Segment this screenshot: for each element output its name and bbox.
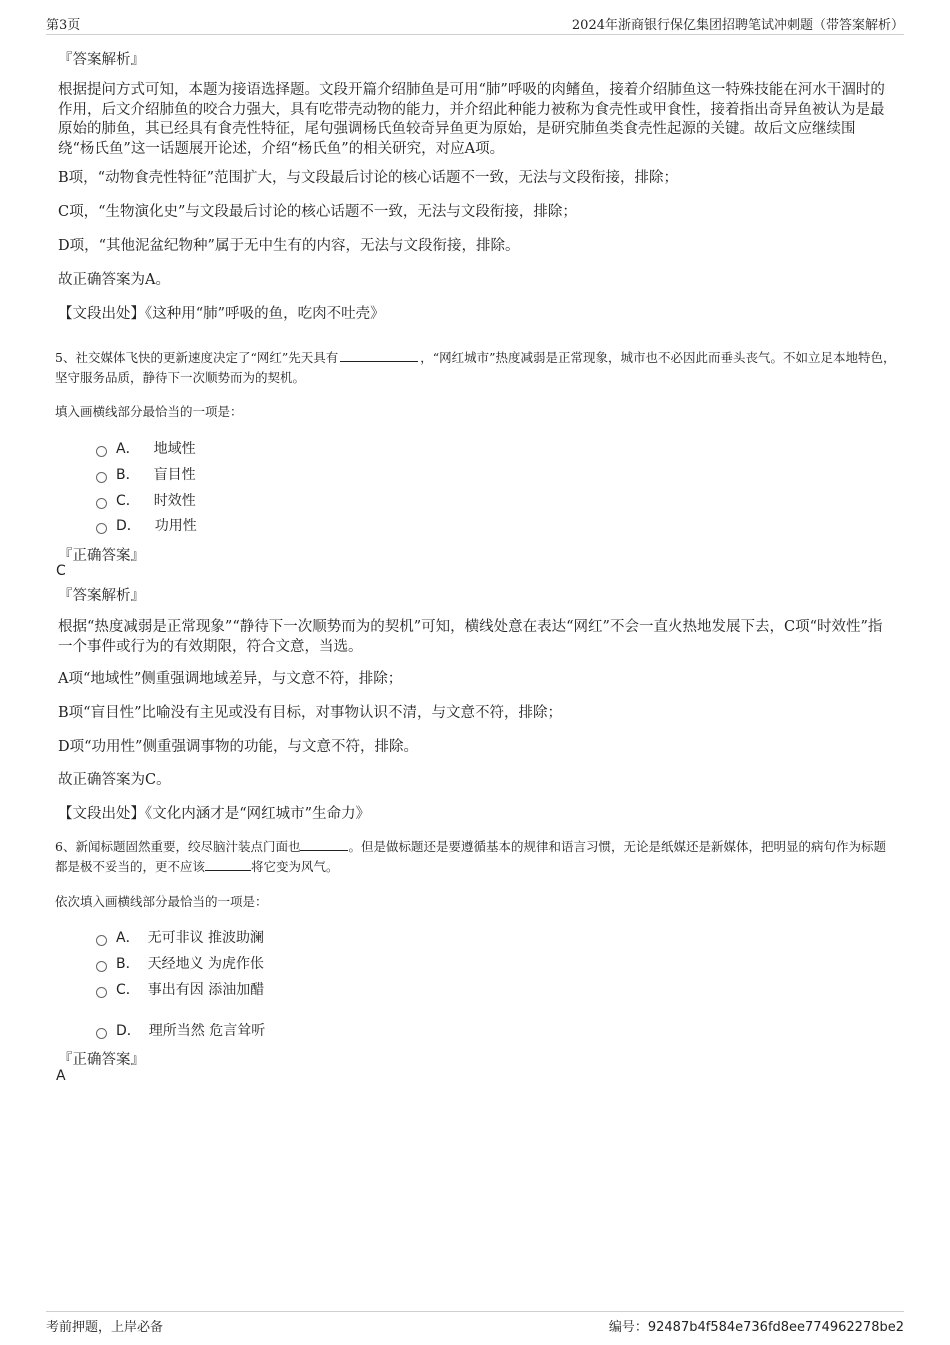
q5-analysis-text: 根据“热度减弱是正常现象”“静待下一次顺势而为的契机”可知，横线处意在表达“网红”不会一直火热地发展下去，C项“时效性”指一个事件或行为的有效期限，符合文意，当选。	[58, 619, 883, 655]
document-title: 2024年浙商银行保亿集团招聘笔试冲刺题（带答案解析）	[571, 18, 904, 33]
q6-option-a[interactable]: A． 无可非议 推波助澜	[96, 927, 264, 947]
q5-option-b-note: B项“盲目性”比喻没有主见或没有目标，对事物认识不清，与文意不符，排除；	[58, 705, 562, 721]
q5-option-b[interactable]: B． 盲目性	[96, 464, 196, 484]
radio-icon[interactable]	[96, 523, 107, 534]
q4-option-c-note: C项，“生物演化史”与文段最后讨论的核心话题不一致，无法与文段衔接，排除；	[58, 204, 577, 220]
q6-prompt: 依次填入画横线部分最恰当的一项是：	[55, 894, 268, 909]
q5-answer-blank	[340, 348, 418, 362]
q4-analysis-text: 根据提问方式可知，本题为接语选择题。文段开篇介绍肺鱼是可用“肺”呼吸的肉鳍鱼，接着介绍肺鱼这一特殊技能在河水干涸时的作用，后文介绍肺鱼的咬合力强大，具有吃带壳动物的能力，并介绍此种能力被称为食壳性或甲食性，接着指出奇异鱼被认为是最原始的肺鱼，其已经具有食壳性特征，尾句强调杨氏鱼较奇异鱼更为原始，是研究肺鱼类食壳性起源的关键。故后文应继续围绕“杨氏鱼”这一话题展开论述，介绍“杨氏鱼”的相关研究，对应A项。	[58, 82, 885, 157]
radio-icon[interactable]	[96, 498, 107, 509]
radio-icon[interactable]	[96, 935, 107, 946]
q4-option-d-note: D项，“其他泥盆纪物种”属于无中生有的内容，无法与文段衔接，排除。	[58, 238, 520, 254]
q5-option-d-note: D项“功用性”侧重强调事物的功能，与文意不符，排除。	[58, 739, 418, 755]
radio-icon[interactable]	[96, 472, 107, 483]
q5-option-c[interactable]: C． 时效性	[96, 490, 196, 510]
q6-correct-label: 『正确答案』	[58, 1052, 145, 1068]
q5-option-a-note: A项“地域性”侧重强调地域差异，与文意不符，排除；	[58, 671, 403, 687]
footer-slogan: 考前押题，上岸必备	[46, 1320, 164, 1335]
q6-option-b[interactable]: B． 天经地义 为虎作伥	[96, 953, 264, 973]
radio-icon[interactable]	[96, 987, 107, 998]
q5-conclusion: 故正确答案为C。	[58, 772, 171, 788]
q5-analysis-label: 『答案解析』	[58, 588, 145, 604]
q5-option-d[interactable]: D． 功用性	[96, 515, 197, 535]
q4-analysis-label: 『答案解析』	[58, 52, 145, 68]
radio-icon[interactable]	[96, 446, 107, 457]
q4-option-b-note: B项，“动物食壳性特征”范围扩大，与文段最后讨论的核心话题不一致，无法与文段衔接，排除；	[58, 170, 678, 186]
page-header	[46, 14, 904, 35]
q6-correct-answer: A	[56, 1068, 66, 1084]
q6-question-text: 6、新闻标题固然重要，绞尽脑汁装点门面也 。但是做标题还是要遵循基本的规律和语言习惯，无论是纸媒还是新媒体，把明显的病句作为标题都是极不妥当的，更不应该 将它变为风气。	[55, 839, 886, 874]
q6-option-d[interactable]: D． 理所当然 危言耸听	[96, 1020, 265, 1040]
q5-option-a[interactable]: A． 地域性	[96, 438, 196, 458]
q5-question-text: 5、社交媒体飞快的更新速度决定了“网红”先天具有 ，“网红城市”热度减弱是正常现象，城市也不必因此而垂头丧气。不如立足本地特色，坚守服务品质，静待下一次顺势而为的契机。	[55, 350, 896, 385]
q6-blank-2	[205, 857, 251, 871]
q5-prompt: 填入画横线部分最恰当的一项是：	[55, 404, 243, 419]
page-footer	[46, 1311, 904, 1334]
q6-blank-1	[300, 837, 348, 851]
q4-source: 【文段出处】《这种用“肺”呼吸的鱼，吃肉不吐壳》	[58, 306, 385, 322]
q5-source: 【文段出处】《文化内涵才是“网红城市”生命力》	[58, 806, 371, 822]
q5-correct-label: 『正确答案』	[58, 548, 145, 564]
page-number: 第3页	[46, 18, 81, 33]
q6-option-c[interactable]: C． 事出有因 添油加醋	[96, 979, 264, 999]
radio-icon[interactable]	[96, 1028, 107, 1039]
radio-icon[interactable]	[96, 961, 107, 972]
document-code: 编号：92487b4f584e736fd8ee774962278be2	[608, 1320, 904, 1335]
q5-correct-answer: C	[56, 563, 66, 579]
q4-conclusion: 故正确答案为A。	[58, 272, 170, 288]
